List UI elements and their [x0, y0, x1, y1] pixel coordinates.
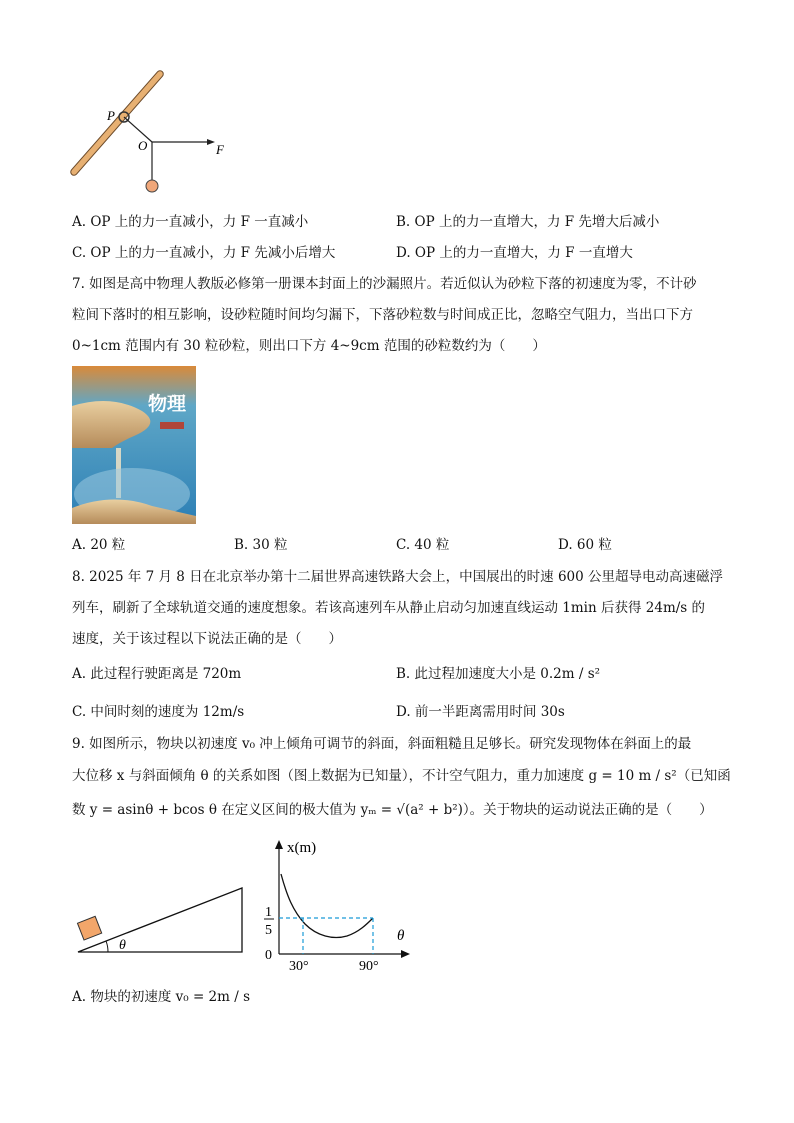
label-o: O — [138, 138, 148, 153]
hanging-ball — [146, 180, 158, 192]
q8-line-3: 速度，关于该过程以下说法正确的是（ ） — [72, 631, 342, 647]
q7-option-a: A. 20 粒 — [72, 537, 126, 553]
x-theta-curve — [281, 874, 373, 938]
rod — [74, 74, 160, 172]
q7-option-b: B. 30 粒 — [234, 537, 288, 553]
q7-line-3: 0~1cm 范围内有 30 粒砂粒，则出口下方 4~9cm 范围的砂粒数约为（ ） — [72, 338, 546, 354]
q7-line-2: 粒间下落时的相互影响，设砂粒随时间均匀漏下，下落砂粒数与时间成正比，忽略空气阻力，当出口下方 — [72, 307, 693, 323]
force-arrowhead — [207, 139, 215, 145]
q8-line-2: 列车，刷新了全球轨道交通的速度想象。若该高速列车从静止启动匀加速直线运动 1min 后获得 24m/s 的 — [72, 600, 706, 616]
incline-angle-label: θ — [119, 938, 126, 953]
incline — [78, 888, 242, 952]
q8-option-b: B. 此过程加速度大小是 0.2m / s² — [396, 666, 601, 682]
q7-option-d: D. 60 粒 — [558, 537, 612, 553]
incline-figure — [72, 880, 247, 960]
q8-option-d: D. 前一半距离需用时间 30s — [396, 704, 565, 720]
q9-line-1: 9. 如图所示，物块以初速度 v₀ 冲上倾角可调节的斜面，斜面粗糙且足够长。研究发现物体在斜面上的最 — [72, 736, 692, 752]
y-axis-arrow — [275, 840, 283, 849]
book-title: 物理 — [148, 394, 187, 415]
q8-option-c: C. 中间时刻的速度为 12m/s — [72, 704, 245, 720]
frac-denominator: 5 — [265, 923, 272, 938]
rod-force-figure — [60, 62, 250, 202]
q7-line-1: 7. 如图是高中物理人教版必修第一册课本封面上的沙漏照片。若近似认为砂粒下落的初速度为零，不计砂 — [72, 276, 697, 292]
q6-option-a: A. OP 上的力一直减小，力 F 一直减小 — [72, 214, 309, 230]
angle-arc — [106, 941, 108, 952]
origin-label: 0 — [265, 948, 272, 963]
q9-option-a: A. 物块的初速度 v₀ = 2m / s — [72, 989, 251, 1005]
block — [77, 916, 101, 940]
y-axis-label: x(m) — [287, 840, 317, 856]
q6-option-c: C. OP 上的力一直减小，力 F 先减小后增大 — [72, 245, 336, 261]
q8-option-a: A. 此过程行驶距离是 720m — [72, 666, 242, 682]
q6-option-d: D. OP 上的力一直增大，力 F 一直增大 — [396, 245, 633, 261]
q8-line-1: 8. 2025 年 7 月 8 日在北京举办第十二届世界高速铁路大会上，中国展出的时速 600 公里超导电动高速磁浮 — [72, 569, 724, 585]
x-theta-graph — [255, 836, 415, 976]
tick-90: 90° — [359, 959, 379, 974]
label-f: F — [216, 142, 224, 157]
q6-option-b: B. OP 上的力一直增大，力 F 先增大后减小 — [396, 214, 660, 230]
q9-line-3: 数 y = asinθ + bcos θ 在定义区间的极大值为 yₘ = √(a² + b²)）。关于物块的运动说法正确的是（ ） — [72, 802, 713, 818]
x-axis-arrow — [401, 950, 410, 958]
q9-line-2: 大位移 x 与斜面倾角 θ 的关系如图（图上数据为已知量），不计空气阻力，重力加速度 g = 10 m / s²（已知函 — [72, 768, 731, 784]
tick-30: 30° — [289, 959, 309, 974]
label-p: P — [107, 108, 115, 123]
x-axis-label: θ — [397, 928, 405, 944]
physics-book-cover — [72, 366, 196, 524]
frac-numerator: 1 — [265, 905, 272, 920]
book-badge — [160, 422, 184, 429]
q7-option-c: C. 40 粒 — [396, 537, 450, 553]
